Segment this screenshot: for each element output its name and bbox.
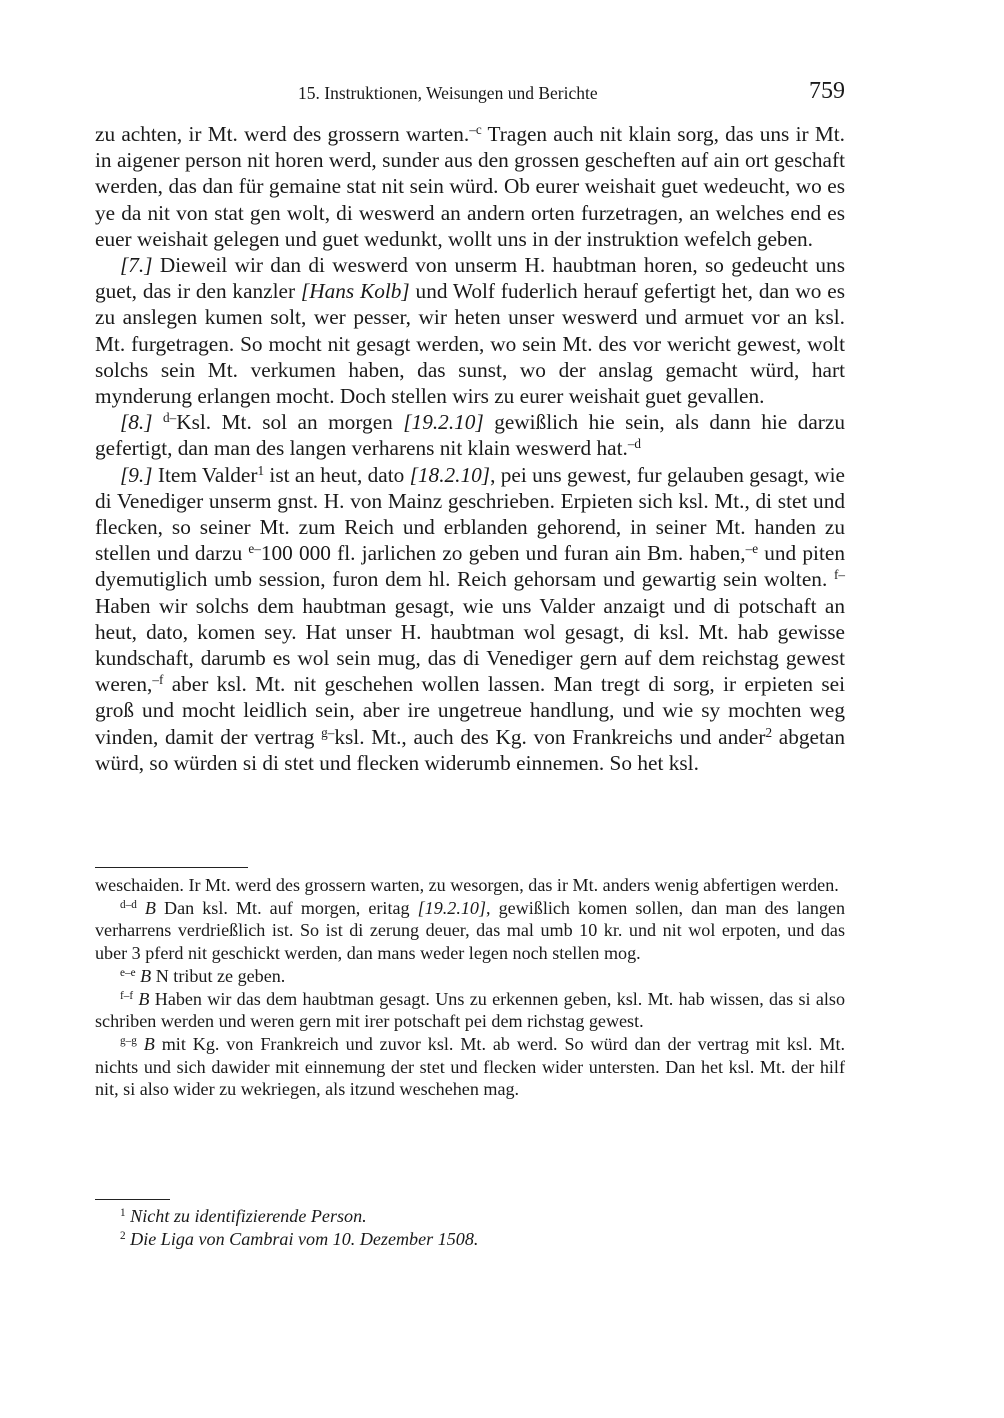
apparatus-note: $^{f-f}$ B Haben wir das dem haubtman gesagt. Uns zu erkennen geben, ksl. Mt. hab wissen, das si also schriben werden und weren gern mit irer potschaft pei dem richstag gewest. [95, 989, 845, 1032]
paragraph-7: [7.] Dieweil wir dan di weswerd von unserm H. haubtman horen, so gedeucht uns guet, das ir den kanzler [Hans Kolb] und Wolf fuderlich herauf gefertigt het, dan wo es zu anslegen kumen solt, wer pesser, wir heten unser weswerd und armuet vor an ksl. Mt. furgetragen. So mocht nit gesagt werden, wo sein Mt. des vor wericht gewest, wolt solchs sein Mt. verkumen haben, das sunst, wo der anslag gemacht würd, hart mynderung erlangen mocht. Doch stellen wirs zu eurer weishait guet gevallen. [95, 253, 845, 409]
apparatus-separator [95, 867, 248, 868]
apparatus-marker: –c [469, 121, 482, 137]
editorial-insert: [19.2.10] [417, 898, 487, 919]
source-siglum: B [143, 1034, 155, 1055]
footnote-ref: 1 [257, 462, 265, 478]
source-siglum: B [138, 989, 150, 1010]
apparatus-marker: d–d [120, 899, 137, 912]
apparatus-note: $^{d-d}$ B Dan ksl. Mt. auf morgen, eritag [19.2.10], gewißlich komen sollen, dan man des langen verharrens verdrießlich ist. So ist di zerung deuer, das mal umb 10 kr. und nit wol erpoten, und das uber 3 pferd nit geschickt werden, dan mans weder legen noch stellen mog. [95, 898, 845, 963]
footnote-number: 2 [120, 1229, 126, 1242]
paragraph-9: [9.] Item Valder$^1$ ist an heut, dato [18.2.10], pei uns gewest, fur gelauben gesagt, wie di Venediger unserm gnst. H. von Mainz geschrieben. Erpieten sich ksl. Mt., di stet und flecken, so seiner Mt. zum Reich und erblanden gehorend, in seiner Mt. handen zu stellen und darzu $^{e-}$100 000 fl. jarlichen zo geben und furan ain Bm. haben,$^{-e}$ und piten dyemutiglich umb session, furon dem hl. Reich gehorsam und gewartig sein wolten. $^{f-}$Haben wir solchs dem haubtman gesagt, wie uns Valder anzaigt und di potschaft an heut, dato, komen sey. Hat unser H. haubtman wol gesagt, di ksl. Mt. hab gewisse kundschaft, darumb es wol sein mug, das di Venediger gern auf dem reichstag gewest weren,$^{-f}$ aber ksl. Mt. nit geschehen wollen lassen. Man tregt di sorg, ir erpieten sei groß und mocht leidlich sein, aber ire ungetreue handlung, und wie sy mochten weg vinden, damit der vertrag $^{g-}$ksl. Mt., auch des Kg. von Frankreichs und ander$^2$ abgetan würd, so würden si di stet und flecken widerumb einnemen. So het ksl. [95, 462, 846, 775]
main-text [95, 121, 845, 776]
apparatus-note: $^{g-g}$ B mit Kg. von Frankreich und zuvor ksl. Mt. ab werd. So würd dan der vertrag mit ksl. Mt. nichts und sich dawider mit einnemung der stet und flecken wider untersten. Dan het ksl. Mt. der hilf nit, si also wider zu wekriegen, als itzund weschehen mag. [95, 1034, 846, 1099]
paragraph-number: [7.] [120, 253, 153, 278]
apparatus-marker: g– [321, 724, 335, 740]
page-number: 759 [809, 78, 845, 104]
apparatus-marker: g–g [120, 1035, 137, 1048]
critical-apparatus [95, 874, 845, 1101]
editorial-insert: [Hans Kolb] [300, 279, 410, 304]
footnote-number: 1 [120, 1206, 126, 1219]
paragraph-number: [9.] [120, 462, 153, 487]
apparatus-marker: –e [745, 541, 759, 556]
footnote-text: Die Liga von Cambrai vom 10. Dezember 1508. [130, 1229, 479, 1249]
apparatus-marker: e– [248, 541, 261, 556]
footnote [95, 1205, 845, 1228]
apparatus-note: weschaiden. Ir Mt. werd des grossern warten, zu wesorgen, das ir Mt. anders wenig abfertigen werden. [95, 875, 839, 895]
paragraph: zu achten, ir Mt. werd des grossern warten.$^{-c}$ Tragen auch nit klain sorg, das uns ir Mt. in aigener person nit horen werd, sunder aus den grossen gescheften auf ain ort geschaft werden, das dan für gemaine stat nit sein würd. Ob eurer weishait guet wedeucht, wo es ye da nit von stat gen wolt, di weswerd an andern orten furzetragen, an welches end es euer weishait gelegen und guet wedunkt, wollt uns in der instruktion wefelch geben. [95, 121, 845, 251]
apparatus-marker: –d [627, 436, 642, 452]
editorial-insert: [18.2.10] [409, 462, 491, 487]
footnote-ref: 2 [765, 724, 773, 740]
editorial-insert: [19.2.10] [403, 410, 484, 435]
apparatus-marker: f–f [120, 989, 134, 1002]
apparatus-note: $^{e-e}$ B N tribut ze geben. [120, 965, 286, 986]
footnote-text: Nicht zu identifizierende Person. [130, 1206, 367, 1226]
apparatus-marker: e–e [120, 966, 136, 979]
apparatus-marker: –f [152, 672, 164, 688]
source-siglum: B [144, 898, 156, 919]
apparatus-marker: d– [163, 409, 177, 425]
running-title: 15. Instruktionen, Weisungen und Berichte [298, 83, 598, 103]
footnotes [95, 1205, 845, 1251]
paragraph-8: [8.] $^{d-}$Ksl. Mt. sol an morgen [19.2.10] gewißlich hie sein, als dann hie darzu gefertigt, dan man des langen verharens nit klain weswerd hat.$^{-d}$ [95, 409, 845, 461]
footnote [95, 1228, 845, 1251]
paragraph-number: [8.] [120, 410, 153, 435]
footnote-separator [95, 1199, 170, 1200]
source-siglum: B [140, 965, 152, 986]
apparatus-marker: f– [834, 567, 845, 583]
page-header [95, 80, 845, 110]
